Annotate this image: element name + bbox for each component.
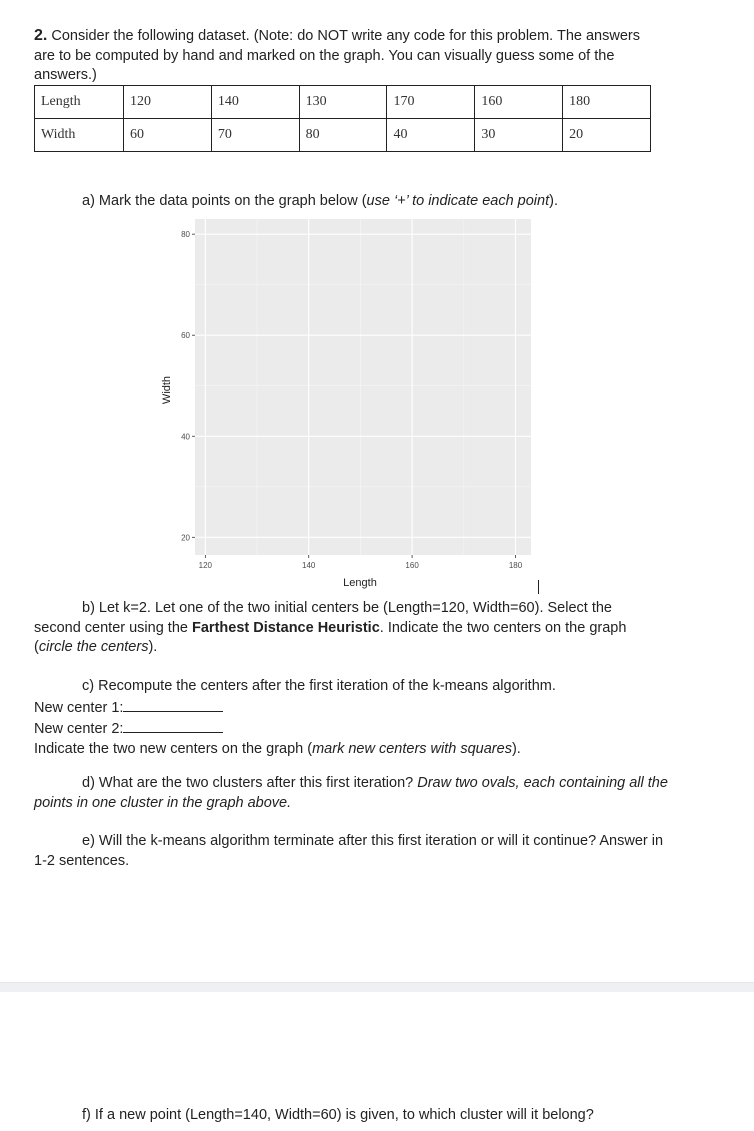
x-tick-label: 120 (198, 561, 213, 570)
table-cell: 20 (563, 119, 651, 152)
page-divider (0, 982, 754, 992)
part-b-end: ). (148, 639, 158, 655)
table-cell: 120 (124, 86, 212, 119)
table-row-length (35, 86, 651, 119)
row-label: Width (35, 119, 124, 152)
new-center-2 (34, 718, 674, 740)
new-center-2-blank[interactable] (123, 718, 223, 733)
table-cell: 30 (475, 119, 563, 152)
part-c-end: ). (511, 740, 521, 757)
x-axis-label: Length (343, 577, 377, 589)
dataset-table (34, 85, 651, 152)
part-c-text: c) Recompute the centers after the first iteration of the k-means algorithm. (82, 678, 556, 694)
table-cell: 80 (299, 119, 387, 152)
text-cursor (538, 580, 539, 594)
table-cell: 140 (211, 86, 299, 119)
new-center-1-blank[interactable] (123, 697, 223, 712)
table-row-width (35, 119, 651, 152)
part-c-italic: mark new centers with squares (312, 740, 512, 757)
part-d-text: d) What are the two clusters after this first iteration? (82, 775, 418, 791)
table-cell: 60 (124, 119, 212, 152)
new-center-1 (34, 697, 674, 719)
table-cell: 180 (563, 86, 651, 119)
part-b-bold: Farthest Distance Heuristic (192, 619, 380, 636)
question-intro-text: Consider the following dataset. (Note: do NOT write any code for this problem. The answers are to be computed by hand and marked on the graph. You can visually guess some of the answers.) (34, 28, 640, 83)
part-c-indicate-text: Indicate the two new centers on the graph ( (34, 740, 313, 757)
row-label: Length (35, 86, 124, 119)
y-axis-ticks (181, 230, 195, 542)
y-axis-label: Width (161, 375, 173, 405)
part-a-end: ). (549, 193, 558, 209)
table-cell: 170 (387, 86, 475, 119)
part-e-text: e) Will the k-means algorithm terminate after this first iteration or will it continue? Answer in 1-2 sentences. (34, 833, 664, 869)
part-d-italic: Draw two ovals, each containing all the points in one cluster in the graph above. (34, 775, 668, 811)
x-tick-label: 160 (405, 561, 419, 570)
part-c (34, 677, 674, 759)
part-b-text2: . Indicate the two centers on the graph ( (34, 619, 627, 655)
x-tick-label: 180 (508, 561, 523, 570)
part-b-italic: circle the centers (38, 639, 149, 655)
y-tick-label: 40 (181, 432, 190, 442)
chart-panel (195, 219, 531, 555)
x-axis-ticks (199, 555, 523, 570)
part-b (34, 599, 644, 658)
new-center-2-label: New center 2: (34, 721, 124, 737)
x-tick-label: 140 (302, 561, 316, 570)
y-tick-label: 60 (181, 331, 190, 341)
new-center-1-label: New center 1: (34, 699, 124, 716)
question-intro (34, 26, 664, 86)
part-d (34, 774, 674, 813)
part-e (34, 832, 674, 871)
part-c-indicate (34, 740, 674, 760)
table-cell: 130 (299, 86, 387, 119)
part-b-text: b) Let k=2. Let one of the two initial centers be (Length=120, Width=60). Select the second center using the (34, 600, 612, 636)
table-cell: 160 (475, 86, 563, 119)
y-tick-label: 20 (181, 533, 190, 543)
y-tick-label: 80 (181, 230, 190, 240)
part-f (82, 1106, 722, 1126)
part-a (82, 192, 682, 212)
table-cell: 40 (387, 119, 475, 152)
part-a-italic: use ‘+’ to indicate each point (366, 193, 550, 209)
part-f-text: f) If a new point (Length=140, Width=60) is given, to which cluster will it belong? (82, 1107, 594, 1123)
table-cell: 70 (211, 119, 299, 152)
part-a-text: a) Mark the data points on the graph below ( (82, 193, 367, 209)
question-number: 2. (34, 27, 48, 44)
scatter-chart[interactable] (150, 212, 540, 597)
